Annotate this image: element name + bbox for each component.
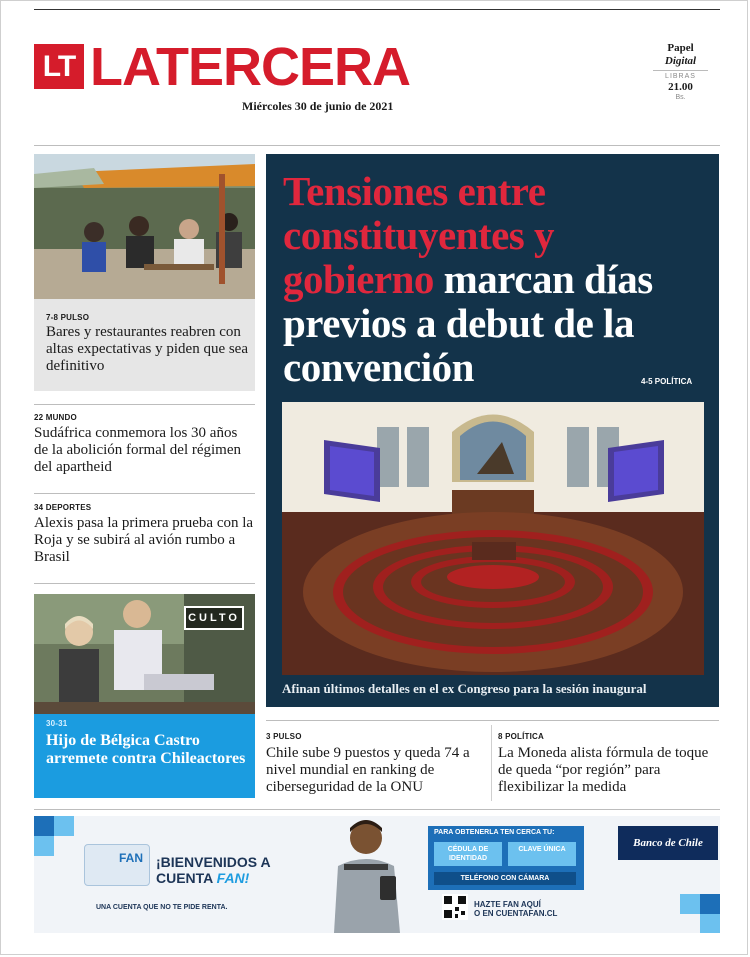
- story-kicker: 3 PULSO: [266, 732, 302, 741]
- ad-req-clave: CLAVE ÚNICA: [508, 842, 576, 866]
- ad-corner-square: [680, 894, 700, 914]
- ad-req-cedula: CÉDULA DE IDENTIDAD: [434, 842, 502, 866]
- ad-cta[interactable]: [474, 900, 557, 918]
- divider: [266, 720, 719, 721]
- price-box: [653, 43, 708, 101]
- story-card-bares[interactable]: [34, 154, 255, 391]
- ad-corner-square: [54, 816, 74, 836]
- culto-headline[interactable]: Hijo de Bélgica Castro arremete contra Chileactores: [46, 732, 246, 767]
- ad-welcome-line2: [156, 870, 271, 886]
- ad-corner-square: [700, 894, 720, 914]
- price-unit: Bs.: [675, 94, 686, 101]
- ad-req-telefono: TELÉFONO CON CÁMARA: [434, 872, 576, 885]
- edition-date: Miércoles 30 de junio de 2021: [242, 99, 394, 113]
- main-section-tag: 4-5 POLÍTICA: [641, 377, 693, 386]
- divider: [34, 493, 255, 494]
- logo-mark[interactable]: LT: [34, 44, 84, 89]
- ad-tagline: UNA CUENTA QUE NO TE PIDE RENTA.: [96, 904, 228, 911]
- divider: [34, 404, 255, 405]
- ad-corner-square: [34, 836, 54, 856]
- story-card-ciberseguridad[interactable]: [266, 732, 488, 796]
- ad-person-photo: [304, 816, 424, 933]
- culto-story-card[interactable]: [34, 594, 255, 798]
- ad-welcome-line1: ¡BIENVENIDOS A: [156, 854, 271, 870]
- story-kicker: 22 MUNDO: [34, 413, 77, 422]
- ad-corner-square: [700, 914, 720, 933]
- story-headline[interactable]: Chile sube 9 puestos y queda 74 a nivel mundial en ranking de ciberseguridad de la ONU: [266, 745, 470, 795]
- top-rule: [34, 9, 720, 10]
- ad-cta-line2: O EN CUENTAFAN.CL: [474, 909, 558, 918]
- story-kicker: 8 POLÍTICA: [498, 732, 545, 741]
- main-headline[interactable]: [283, 169, 713, 389]
- ad-welcome-fan: FAN!: [216, 870, 250, 886]
- ad-welcome: [156, 854, 271, 886]
- cuenta-fan-ad[interactable]: [34, 816, 720, 933]
- ad-divider: [34, 809, 720, 810]
- bank-logo[interactable]: Banco de Chile: [618, 826, 718, 860]
- congress-chamber-photo: [282, 402, 704, 675]
- ad-requirements-box: [428, 826, 584, 890]
- column-divider: [491, 725, 492, 801]
- culto-kicker: 30-31: [46, 719, 68, 728]
- story-kicker: 34 DEPORTES: [34, 503, 92, 512]
- headline-red-part: Tensiones entre constituyentes y gobierno: [283, 168, 555, 302]
- culto-badge: CULTO: [184, 606, 244, 630]
- logo-wordmark[interactable]: LATERCERA: [90, 37, 410, 97]
- story-headline[interactable]: Alexis pasa la primera prueba con la Roja y se subirá al avión rumbo a Brasil: [34, 515, 254, 565]
- story-card-toque-de-queda[interactable]: [498, 732, 718, 796]
- divider: [34, 583, 255, 584]
- papel-label: Papel: [667, 42, 694, 54]
- bar-terrace-photo: [34, 154, 255, 299]
- card-fan-label: FAN: [119, 851, 143, 865]
- ad-cta-line1: HAZTE FAN AQUÍ: [474, 900, 541, 909]
- price-label: LIBRAS: [653, 70, 708, 80]
- main-photo-caption: Afinan últimos detalles en el ex Congreso para la sesión inaugural: [282, 681, 647, 696]
- ad-req-title: PARA OBTENERLA TEN CERCA TU:: [434, 829, 555, 836]
- ad-welcome-cuenta: CUENTA: [156, 870, 213, 886]
- qr-code-icon[interactable]: [442, 894, 468, 920]
- digital-label: Digital: [664, 55, 697, 67]
- story-card-deportes[interactable]: [34, 503, 255, 566]
- story-headline[interactable]: Sudáfrica conmemora los 30 años de la abolición formal del régimen del apartheid: [34, 425, 242, 475]
- story-kicker: 7-8 PULSO: [46, 313, 90, 322]
- cuenta-fan-card-icon: [84, 844, 150, 886]
- story-headline[interactable]: Bares y restaurantes reabren con altas expectativas y piden que sea definitivo: [46, 324, 249, 374]
- masthead-divider: [34, 145, 720, 146]
- ad-corner-square: [34, 816, 54, 836]
- price-value: 21.00: [668, 81, 693, 93]
- story-headline[interactable]: La Moneda alista fórmula de toque de queda “por región” para flexibilizar la medida: [498, 745, 709, 795]
- story-card-mundo[interactable]: [34, 413, 255, 476]
- headline-white-part: marcan días previos a debut de la convención: [283, 256, 653, 390]
